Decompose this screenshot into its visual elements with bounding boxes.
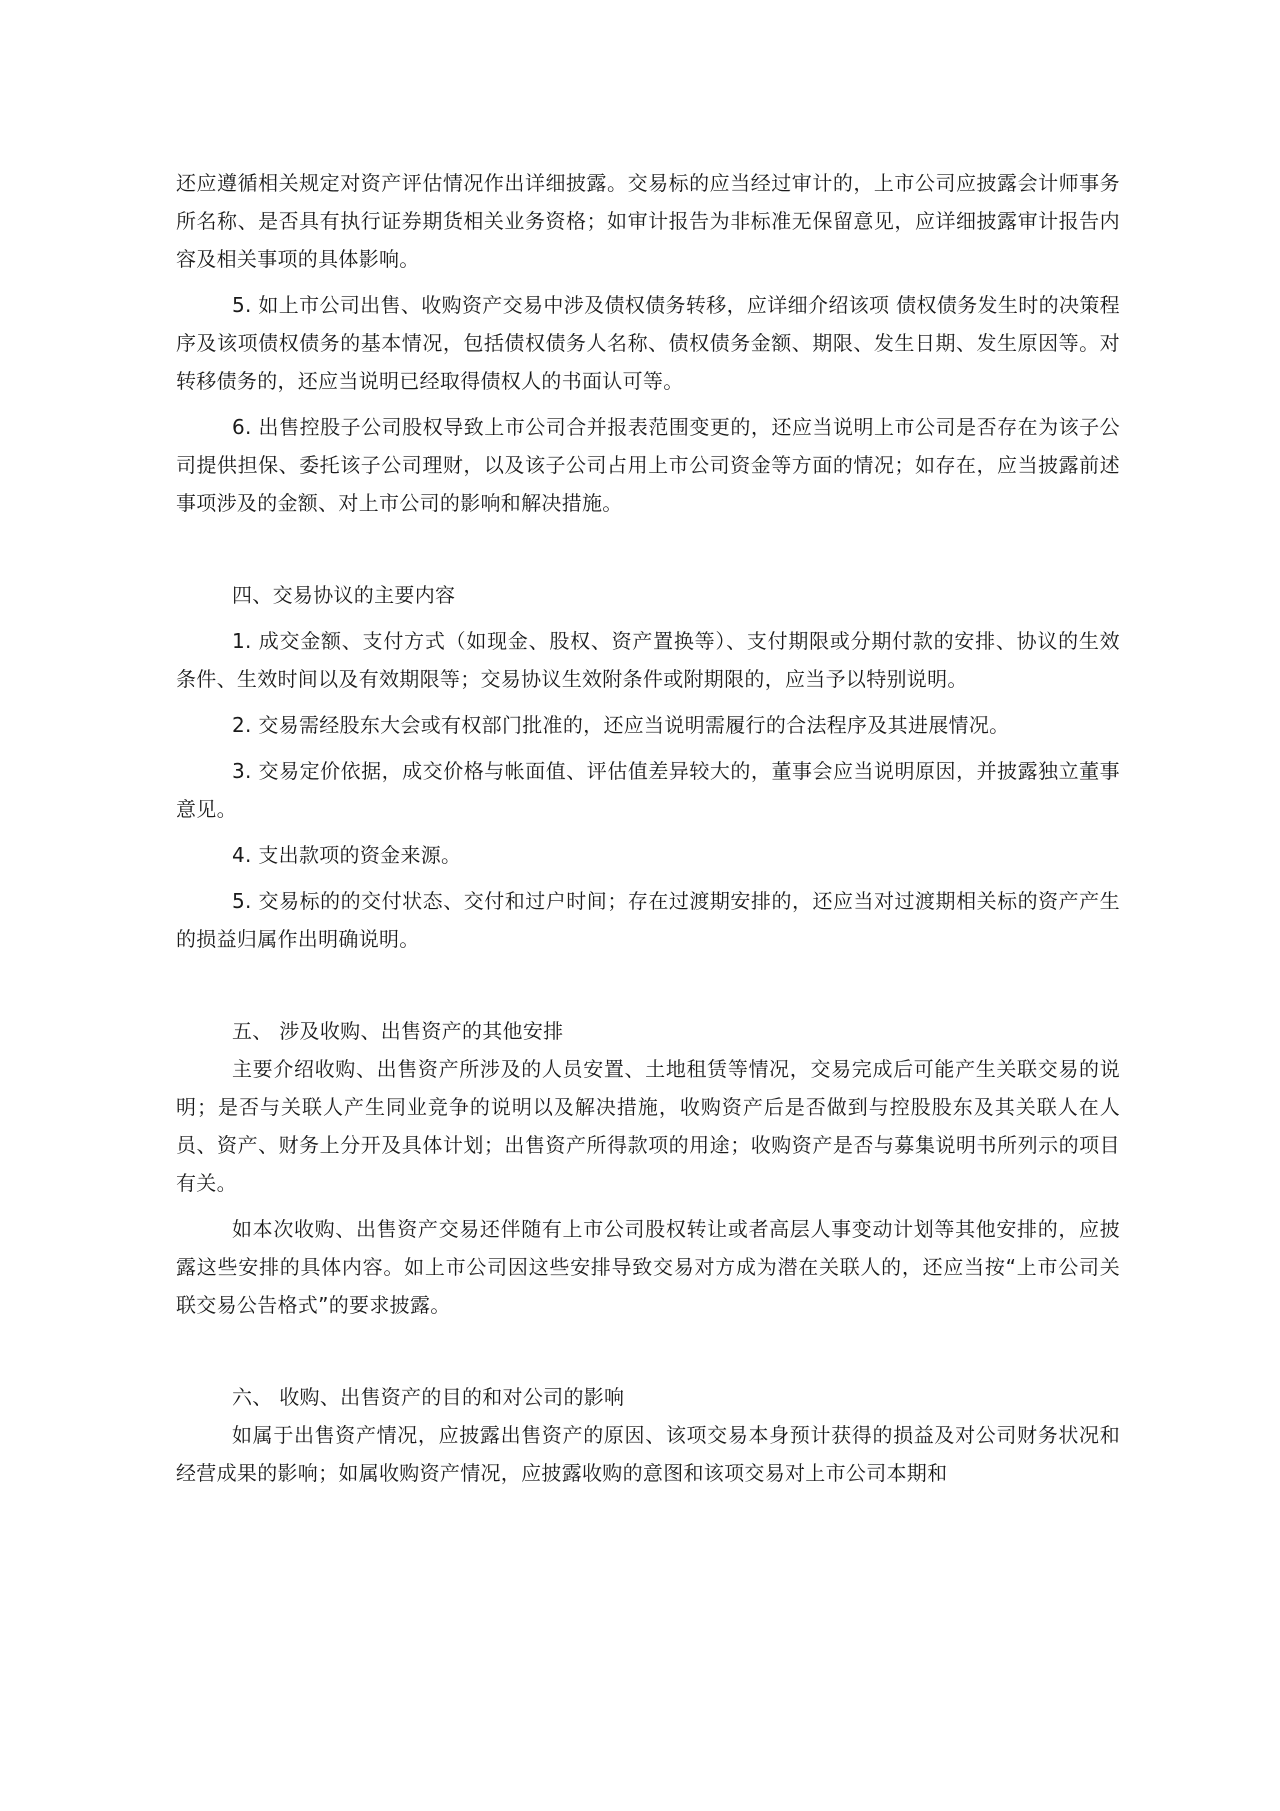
section4-item-2: 2. 交易需经股东大会或有权部门批准的，还应当说明需履行的合法程序及其进展情况。 [232,713,1010,737]
section4-item-4: 4. 支出款项的资金来源。 [232,843,462,867]
section4-item-1: 1. 成交金额、支付方式（如现金、股权、资产置换等）、支付期限或分期付款的安排、协议的生效条件、生效时间以及有效期限等；交易协议生效附条件或附期限的，应当予以特别说明。 [176,629,1120,691]
section5-paragraph-1: 主要介绍收购、出售资产所涉及的人员安置、土地租赁等情况，交易完成后可能产生关联交易的说明；是否与关联人产生同业竞争的说明以及解决措施，收购资产后是否做到与控股股东及其关联人在人员、资产、财务上分开及具体计划；出售资产所得款项的用途；收购资产是否与募集说明书所列示的项目有关。 [176,1057,1120,1195]
section5-paragraph-2: 如本次收购、出售资产交易还伴随有上市公司股权转让或者高层人事变动计划等其他安排的，应披露这些安排的具体内容。如上市公司因这些安排导致交易对方成为潜在关联人的，还应当按“上市公司关联交易公告格式”的要求披露。 [176,1217,1120,1317]
document-body [176,164,1120,1500]
section-heading-5: 五、 涉及收购、出售资产的其他安排 [232,1019,564,1043]
section4-item-3: 3. 交易定价依据，成交价格与帐面值、评估值差异较大的，董事会应当说明原因，并披露独立董事意见。 [176,759,1120,821]
section4-item-5: 5. 交易标的的交付状态、交付和过户时间；存在过渡期安排的，还应当对过渡期相关标的资产产生的损益归属作出明确说明。 [176,889,1120,951]
section-heading-4: 四、交易协议的主要内容 [232,583,456,607]
paragraph-item-6-subsidiary-equity: 6. 出售控股子公司股权导致上市公司合并报表范围变更的，还应当说明上市公司是否存在为该子公司提供担保、委托该子公司理财，以及该子公司占用上市公司资金等方面的情况；如存在，应当披露前述事项涉及的金额、对上市公司的影响和解决措施。 [176,415,1120,515]
section6-paragraph-1: 如属于出售资产情况，应披露出售资产的原因、该项交易本身预计获得的损益及对公司财务状况和经营成果的影响；如属收购资产情况，应披露收购的意图和该项交易对上市公司本期和 [176,1423,1120,1485]
paragraph-item-5-debt-transfer: 5. 如上市公司出售、收购资产交易中涉及债权债务转移，应详细介绍该项 债权债务发生时的决策程序及该项债权债务的基本情况，包括债权债务人名称、债权债务金额、期限、发生日期、发生原因等。对转移债务的，还应当说明已经取得债权人的书面认可等。 [176,293,1120,393]
paragraph-continuation: 还应遵循相关规定对资产评估情况作出详细披露。交易标的应当经过审计的，上市公司应披露会计师事务所名称、是否具有执行证券期货相关业务资格；如审计报告为非标准无保留意见，应详细披露审计报告内容及相关事项的具体影响。 [176,171,1120,271]
section-heading-6: 六、 收购、出售资产的目的和对公司的影响 [232,1385,625,1409]
